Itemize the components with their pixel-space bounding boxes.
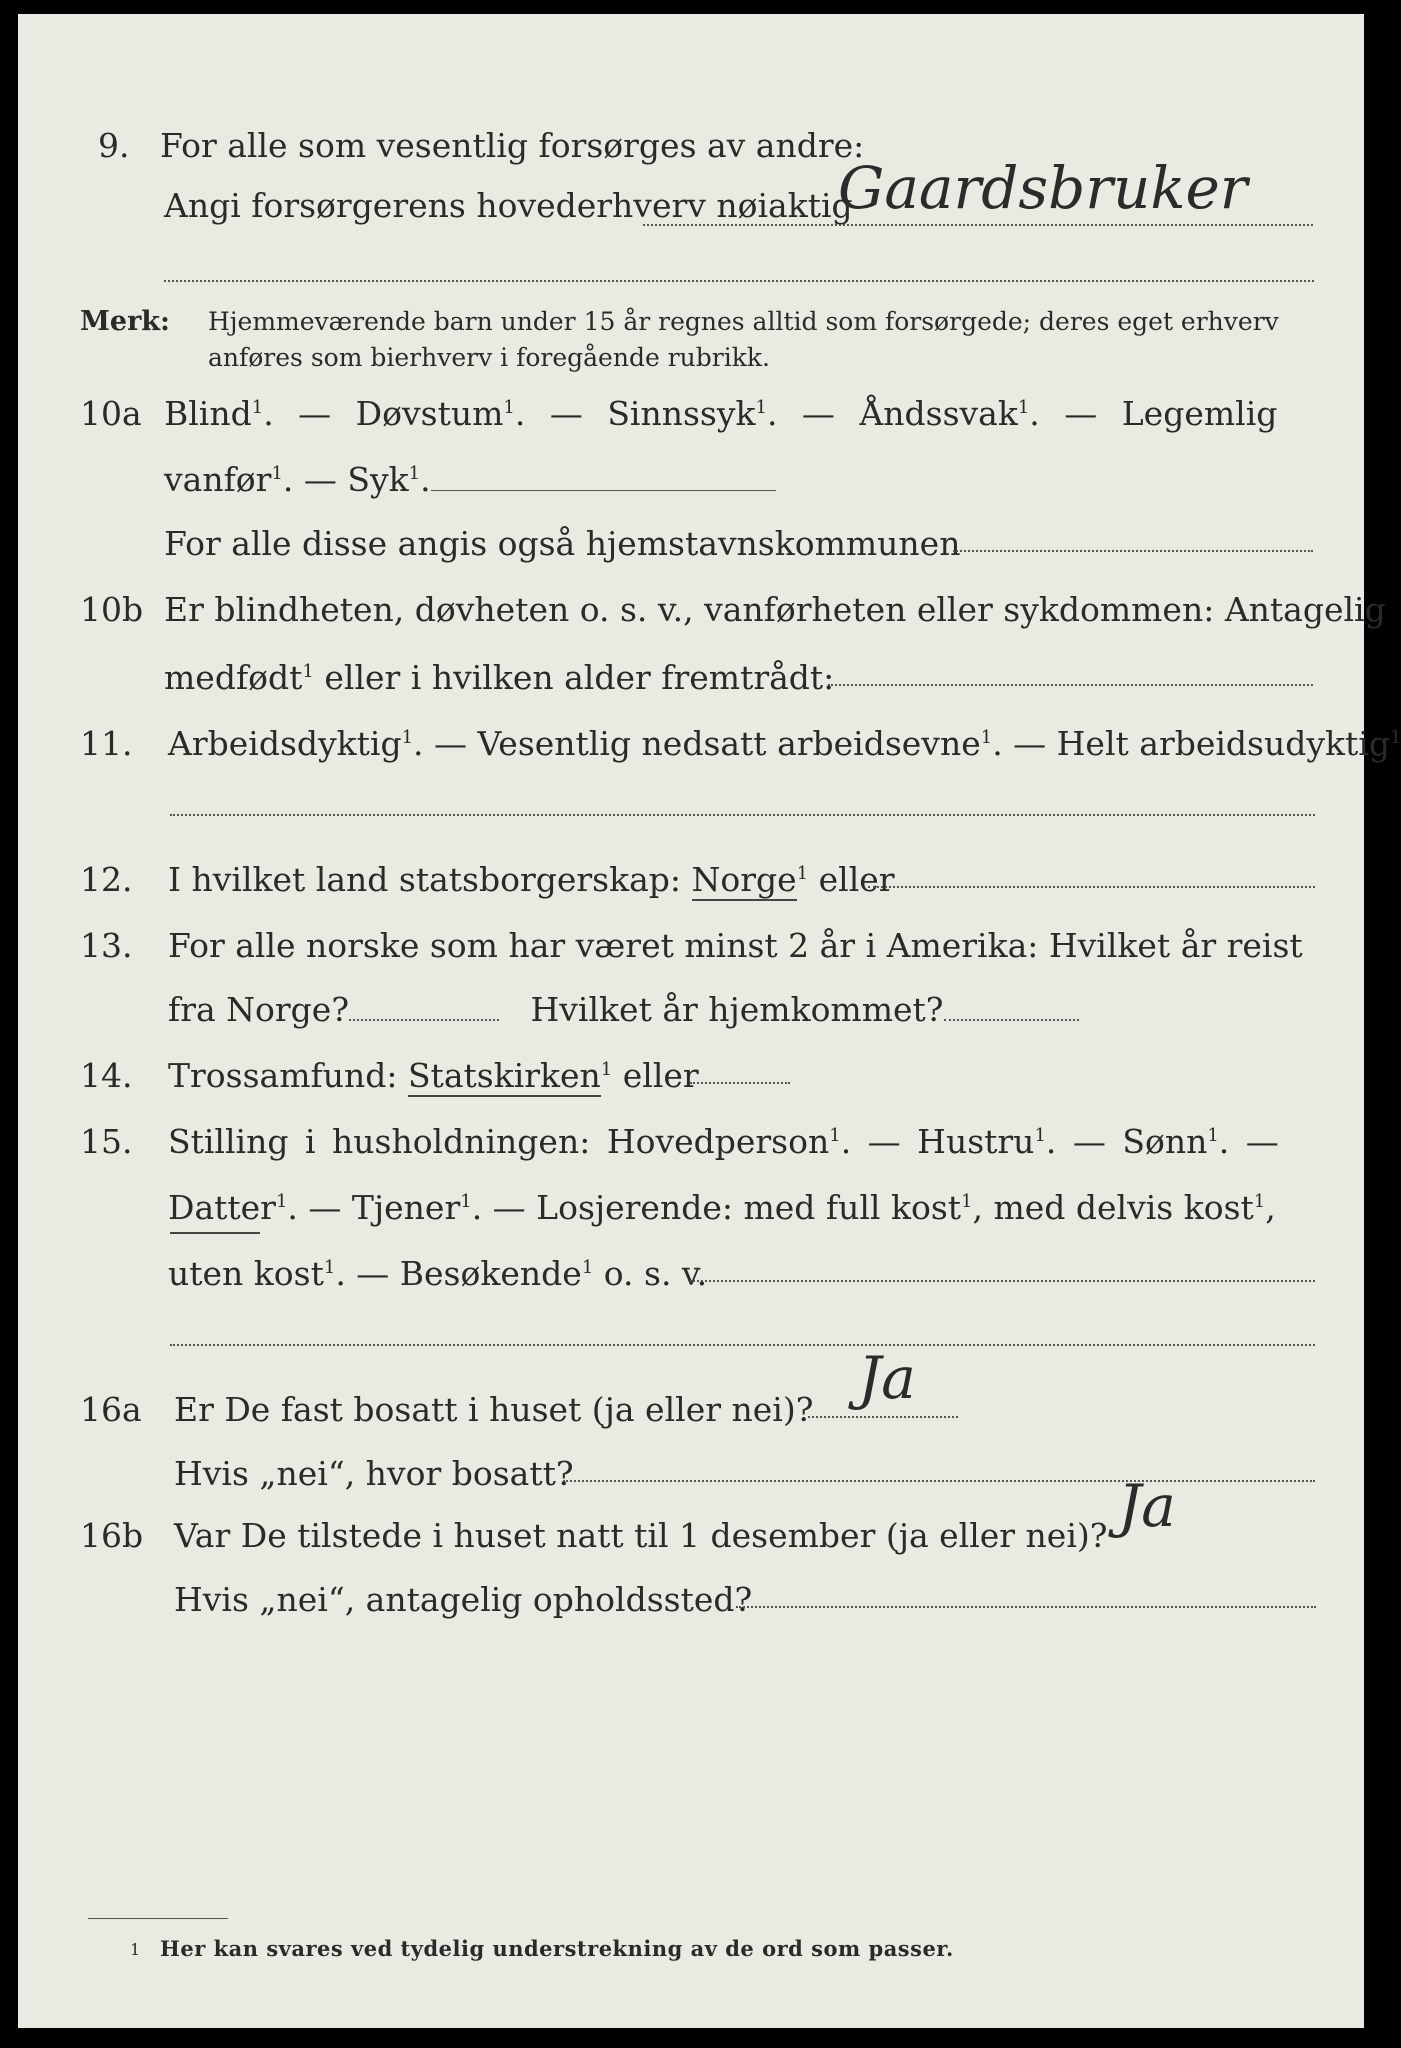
q15-number: 15. (80, 1122, 133, 1161)
q9-handwritten-answer: Gaardsbruker (838, 154, 1248, 222)
q14-answer-line (690, 1082, 790, 1084)
q10b-answer-line (828, 684, 1313, 686)
q15-line1: Stilling i husholdningen: Hovedperson$^1$. — Hustru$^1$. — Sønn$^1$. — (168, 1122, 1279, 1161)
q16b-line2: Hvis „nei“, antagelig opholdssted? (174, 1580, 753, 1619)
q13-line2: fra Norge? Hvilket år hjemkommet? (168, 990, 1079, 1030)
q15-line3: uten kost$^1$. — Besøkende$^1$ o. s. v. (168, 1254, 708, 1293)
q12-norge-underlined: Norge (691, 860, 797, 899)
footnote-text: Her kan svares ved tydelig understrekning av de ord som passer. (160, 1936, 954, 1961)
q9-number: 9. (98, 126, 130, 165)
q9-line1: For alle som vesentlig forsørges av andre: (160, 126, 865, 165)
merk-line2: anføres som bierhverv i foregående rubrikk. (208, 343, 770, 372)
q10a-line2: vanfør$^1$. — Syk$^1$. (164, 460, 776, 500)
q11-answer-line (170, 814, 1315, 816)
q14-statskirken-underlined: Statskirken (407, 1056, 601, 1095)
q16a-line2: Hvis „nei“, hvor bosatt? (174, 1454, 574, 1493)
merk-label: Merk: (80, 306, 170, 337)
q14-number: 14. (80, 1056, 133, 1095)
q10a-answer-line (953, 550, 1313, 552)
footnote-mark: 1 (130, 1940, 141, 1959)
q16a-answer-line (808, 1416, 958, 1418)
q16b-answer-line (736, 1606, 1316, 1608)
q15-datter: Datter (168, 1188, 276, 1227)
q16b-handwritten-answer: Ja (1118, 1472, 1176, 1540)
q9-extra-line (164, 280, 1314, 282)
q12-line: I hvilket land statsborgerskap: Norge$^1$ eller (168, 860, 895, 899)
q16a-line1: Er De fast bosatt i huset (ja eller nei)? (174, 1390, 814, 1429)
q10a-line1: Blind$^1$. — Døvstum$^1$. — Sinnssyk$^1$. — Åndssvak$^1$. — Legemlig (164, 394, 1278, 433)
q16b-number: 16b (80, 1516, 144, 1555)
q16a-number: 16a (80, 1390, 142, 1429)
q9-label: Angi forsørgerens hovederhverv nøiaktig (164, 186, 853, 225)
q9-line2 (164, 186, 853, 226)
q16b-line1: Var De tilstede i huset natt til 1 desember (ja eller nei)? (174, 1516, 1108, 1555)
q15-line2: Datter$^1$. — Tjener$^1$. — Losjerende: med full kost$^1$, med delvis kost$^1$, (168, 1188, 1276, 1227)
census-form-page (18, 14, 1401, 2028)
q14-line: Trossamfund: Statskirken$^1$ eller (168, 1056, 699, 1095)
q10a-line3: For alle disse angis også hjemstavnskommunen (164, 524, 961, 563)
q15-answer-line (690, 1280, 1315, 1282)
q12-answer-line (868, 886, 1315, 888)
q9-answer-line (643, 224, 1313, 226)
q10a-number: 10a (80, 394, 142, 433)
q16a-handwritten-answer: Ja (858, 1344, 916, 1412)
q13-line1: For alle norske som har været minst 2 år i Amerika: Hvilket år reist (168, 926, 1303, 965)
q11-line: Arbeidsdyktig$^1$. — Vesentlig nedsatt arbeidsevne$^1$. — Helt arbeidsudyktig$^1$ (168, 724, 1401, 763)
q10b-line2: medfødt$^1$ eller i hvilken alder fremtrådt: (164, 658, 835, 697)
footnote-rule (88, 1918, 228, 1919)
q12-number: 12. (80, 860, 133, 899)
q10b-line1: Er blindheten, døvheten o. s. v., vanførheten eller sykdommen: Antagelig (164, 590, 1386, 629)
q13-number: 13. (80, 926, 133, 965)
q10b-number: 10b (80, 590, 144, 629)
q15-extra-line (170, 1344, 1315, 1346)
q16a-line2-answer-line (563, 1480, 1315, 1482)
merk-line1: Hjemmeværende barn under 15 år regnes alltid som forsørgede; deres eget erhverv (208, 307, 1279, 336)
q11-number: 11. (80, 724, 133, 763)
q15-datter-mark (170, 1232, 260, 1234)
